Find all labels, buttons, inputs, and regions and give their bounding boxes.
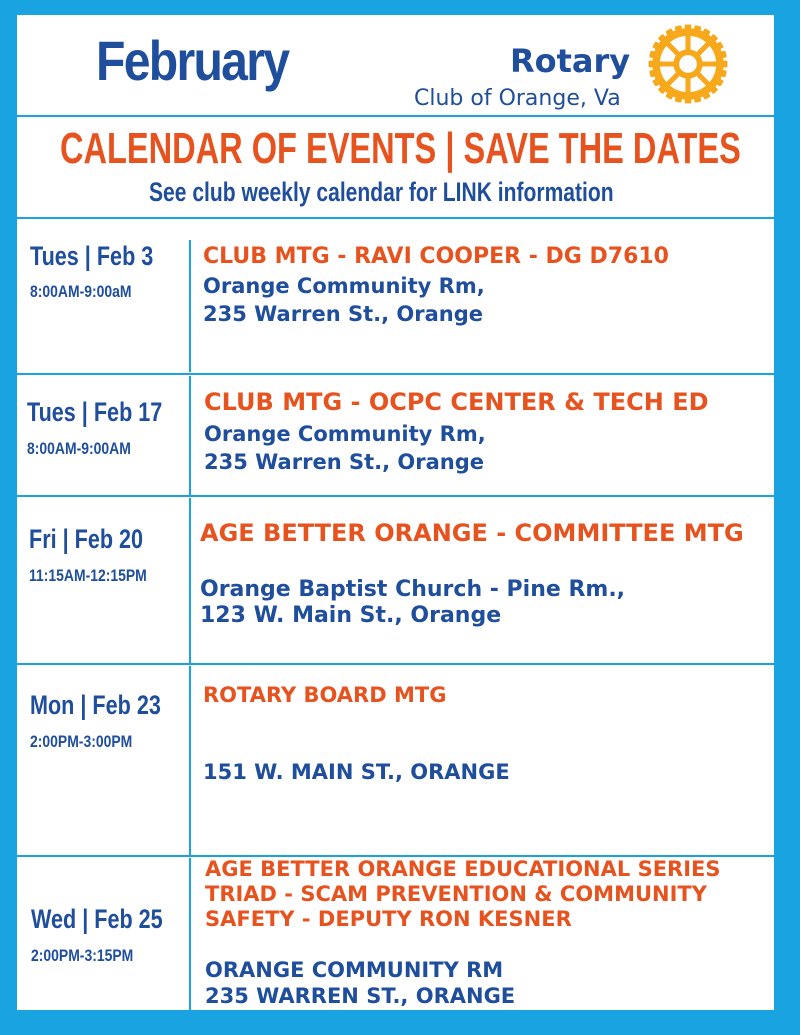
banner-title: CALENDAR OF EVENTS | SAVE THE DATES [60,124,741,173]
rotary-logo-subtitle: Club of Orange, Va [414,86,621,111]
event-title: CLUB MTG - RAVI COOPER - DG D7610 [203,244,669,269]
row-divider [17,373,774,375]
rotary-logo-word: Rotary [510,42,631,80]
event-day: Tues | Feb 3 [30,241,154,271]
column-divider [189,240,191,372]
event-title: ROTARY BOARD MTG [203,683,447,707]
event-day: Tues | Feb 17 [27,397,163,427]
event-detail: ORANGE COMMUNITY RM [205,958,504,982]
banner-subtitle: See club weekly calendar for LINK information [149,177,614,207]
month-title: February [96,29,289,92]
event-detail: Orange Community Rm, [204,422,486,446]
rotary-wheel-icon [646,22,730,106]
event-detail: 235 Warren St., Orange [204,450,484,474]
event-detail: 235 Warren St., Orange [203,302,483,326]
event-detail: Orange Community Rm, [203,274,485,298]
event-day: Mon | Feb 23 [30,690,161,720]
event-detail: 123 W. Main St., Orange [200,603,502,628]
event-detail: 235 WARREN ST., ORANGE [205,984,516,1008]
event-time: 11:15AM-12:15PM [29,566,147,585]
event-time: 2:00PM-3:15PM [31,946,134,965]
header-divider [17,115,774,117]
event-title: SAFETY - DEPUTY RON KESNER [205,907,572,931]
column-divider [189,498,191,664]
row-divider [17,663,774,665]
banner-divider [17,217,774,219]
column-divider [189,858,191,1010]
event-day: Fri | Feb 20 [29,524,144,554]
row-divider [17,495,774,497]
event-day: Wed | Feb 25 [31,904,163,934]
event-time: 2:00PM-3:00PM [30,732,133,751]
event-time: 8:00AM-9:00AM [27,439,131,458]
event-detail: Orange Baptist Church - Pine Rm., [200,577,626,602]
event-title: AGE BETTER ORANGE EDUCATIONAL SERIES [205,857,721,881]
event-title: AGE BETTER ORANGE - COMMITTEE MTG [200,519,744,547]
column-divider [189,666,191,856]
event-title: TRIAD - SCAM PREVENTION & COMMUNITY [205,882,707,906]
event-time: 8:00AM-9:00aM [30,282,132,301]
event-detail: 151 W. MAIN ST., ORANGE [203,760,510,784]
column-divider [189,376,191,496]
event-title: CLUB MTG - OCPC CENTER & TECH ED [204,388,709,416]
